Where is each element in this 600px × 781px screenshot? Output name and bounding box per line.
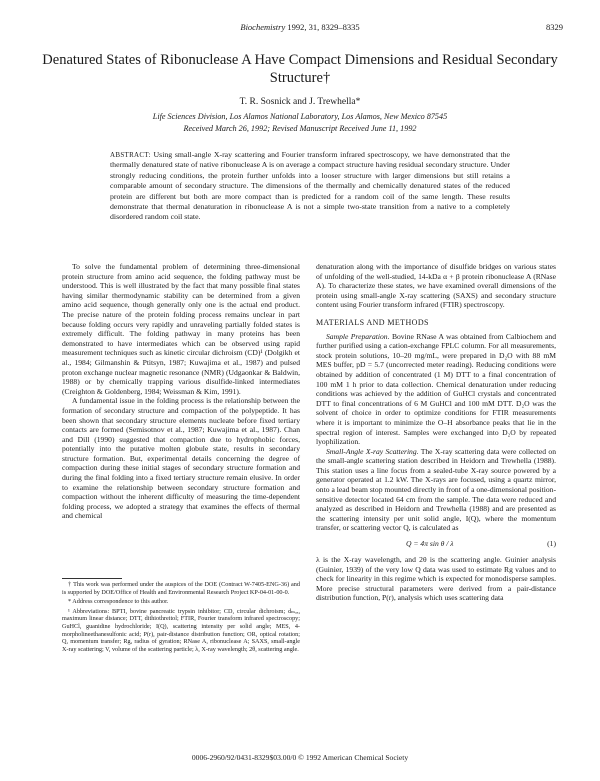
footnote-funding: † This work was performed under the auspices of the DOE (Contract W-7405-ENG-36) and is supported by DOE/Office of Health and Environmental Research Project KP-04-01-00-0. <box>62 581 300 596</box>
received-dates: Received March 26, 1992; Revised Manuscript Received June 11, 1992 <box>183 124 417 133</box>
abstract-label: ABSTRACT: <box>110 151 151 159</box>
journal-volume: 1992, 31, 8329–8335 <box>287 22 360 32</box>
saxs-title: Small-Angle X-ray Scattering. <box>326 446 419 456</box>
post-equation-paragraph: λ is the X-ray wavelength, and 2θ is the scattering angle. Guinier analysis (Guinier, 1939) of the very low Q data was used to estimate Rg values and to check for linearity in this regime which is expected for monodisperse samples. More precise structural parameters were derived from a pair-distance distribution function, P(r), analysis which uses scattering data <box>316 555 556 603</box>
section-heading-methods: MATERIALS AND METHODS <box>316 317 429 327</box>
intro-paragraph-2: A fundamental issue in the folding process is the relationship between the formation of secondary structure and compaction of the polypeptide. It has been shown that secondary structure elements nucleate before fixed tertiary contacts are formed (Semisotnov et al., 1987; Kuwajima et al., 1987). Chan and Dill (1990) suggested that compaction due to hydrophobic forces, potentially into the putative molten globule state, results in secondary structure formation. But, experimental details concerning the degree of compaction during these initial stages of secondary structure formation and during the final folding into a fixed tertiary structure remain elusive. In order to examine the relationship between secondary structure formation and compaction without the inherent difficulty of measuring the time-dependent folding process, we adopted a strategy that examines the effects of thermal and chemical <box>62 396 300 521</box>
intro-paragraph-1: To solve the fundamental problem of determining three-dimensional protein structure from amino acid sequence, the folding pathway must be understood. This is well illustrated by the fact that many possible final states having similar thermodynamic stability can be determined from a given amino acid sequence, though generally only one is the actual end product. The precise nature of the protein folding process remains unclear in part because folding occurs very rapidly and unraveling partially folded states is extremely difficult. The folding pathway in many proteins has been demonstrated to have intermediates which can be observed using rapid measurement techniques such as kinetic circular dichroism (CD)¹ (Dolgikh et al., 1984; Gilmanshin & Ptitsyn, 1987; Kuwajima et al., 1987) and pulsed proton exchange nuclear magnetic resonance (NMR) (Udgaonkar & Baldwin, 1988) or by chemically trapping various disulfide-linked intermediates (Creighton & Goldenberg, 1984; Weissman & Kim, 1991). <box>62 262 300 396</box>
copyright-line: 0006-2960/92/0431-8329$03.00/0 © 1992 American Chemical Society <box>191 753 409 762</box>
article-title: Denatured States of Ribonuclease A Have Compact Dimensions and Residual Secondary Structure† <box>42 52 558 86</box>
footnote-correspondence: * Address correspondence to this author. <box>68 598 169 606</box>
page-number: 8329 <box>546 22 563 32</box>
author-list: T. R. Sosnick and J. Trewhella* <box>239 97 361 107</box>
saxs-paragraph <box>316 447 556 533</box>
intro-paragraph-continued: denaturation along with the importance of disulfide bridges on various states of unfolding of the well-studied, 14-kDa α + β protein ribonuclease A (RNase A). To characterize these states, we have examined overall dimensions of the protein using small-angle X-ray scattering (SAXS) and secondary structure content using Fourier transform infrared (FTIR) spectroscopy. <box>316 262 556 310</box>
abstract-text: Using small-angle X-ray scattering and Fourier transform infrared spectroscopy, we have demonstrated that the thermally denatured state of native ribonuclease A is on average a compact structure having residual secondary structure. Under strongly reducing conditions, the protein further unfolds into a looser structure with larger dimensions but still retains a comparable amount of secondary structure. The dimensions of the thermally and chemically denatured states of the reduced protein are different but both are more compact than is predicted for a random coil of the same length. These results demonstrate that thermal denaturation in ribonuclease A is not a simple two-state transition from a native to a completely disordered random coil state. <box>110 150 510 222</box>
running-header <box>0 22 600 32</box>
equation-number: (1) <box>547 539 556 549</box>
right-column <box>316 262 556 603</box>
sample-preparation-text: Bovine RNase A was obtained from Calbiochem and further purified using a cation-exchange FPLC column. For all measurements, stock protein solutions, 10–20 mg/mL, were prepared in D₂O with 88 mM MES buffer, pD = 5.7 (uncorrected meter reading). Reducing conditions were obtained by addition of concentrated (1 M) DTT to a final concentration of 100 mM 1 h prior to data collection. Chemical denaturation under reducing conditions was achieved by the addition of GuHCl crystals and concentrated DTT to final concentrations of 6 M GuHCl and 100 mM DTT. D₂O was the solvent of choice in order to optimize conditions for FTIR measurements where it is important to minimize the O–H absorbance peaks that lie in the spectral region of interest. Samples were exchanged into D₂O by repeated lyophilization. <box>316 331 557 447</box>
abstract <box>110 150 510 223</box>
affiliation: Life Sciences Division, Los Alamos National Laboratory, Los Alamos, New Mexico 87545 <box>152 112 448 121</box>
equation-body: Q = 4π sin θ / λ <box>406 539 454 549</box>
footnote-divider <box>62 578 122 579</box>
footnote-abbreviations: ¹ Abbreviations: BPTI, bovine pancreatic trypsin inhibitor; CD, circular dichroism; dₘₐₓ, maximum linear distance; DTT, dithiothreitol; FTIR, Fourier transform infrared spectroscopy; GuHCl, guanidine hydrochloride; I(Q), scattering intensity per solid angle; MES, 4-morpholineethanesulfonic acid; P(r), pair-distance distribution function; OR, optical rotation; Q, momentum transfer; Rg, radius of gyration; RNase A, ribonuclease A; SAXS, small-angle X-ray scattering; V, volume of the scattering particle; λ, X-ray wavelength; 2θ, scattering angle. <box>62 607 300 653</box>
journal-name: Biochemistry <box>240 22 286 32</box>
sample-preparation-paragraph <box>316 332 556 447</box>
saxs-text: The X-ray scattering data were collected on the small-angle scattering station described in Heidorn and Trewhella (1988). This station uses a line focus from a sealed-tube X-ray source powered by a generator operated at 1.2 kW. The X-rays are focused, using a quartz mirror, onto a lead beam stop mounted directly in front of a one-dimensional position-sensitive detector located 64 cm from the sample. The data were reduced and analyzed as described in Heidorn and Trewhella (1988) and are presented as the scattering intensity per unit solid angle, I(Q), where the momentum transfer, or scattering vector Q, is calculated as <box>316 446 556 533</box>
left-column <box>62 262 300 521</box>
equation-1 <box>316 536 556 552</box>
footnotes <box>62 581 300 655</box>
sample-preparation-title: Sample Preparation. <box>326 331 390 341</box>
